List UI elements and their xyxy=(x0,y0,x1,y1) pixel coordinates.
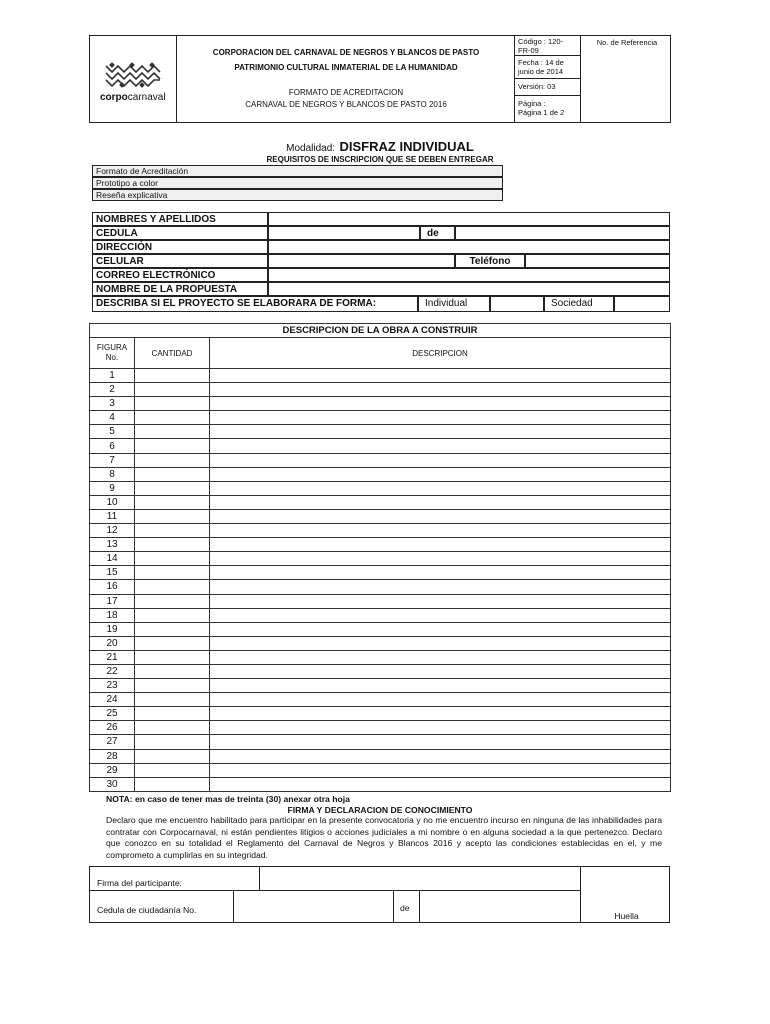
cedula-sig-field[interactable] xyxy=(234,891,394,922)
row-number: 7 xyxy=(90,453,135,467)
huella-label: Huella xyxy=(614,911,639,921)
cantidad-cell[interactable] xyxy=(135,721,210,735)
table-row xyxy=(90,763,671,777)
fecha-line-1: Fecha : 14 de xyxy=(518,58,564,67)
row-propuesta xyxy=(92,282,670,296)
row-number: 22 xyxy=(90,664,135,678)
descripcion-cell[interactable] xyxy=(210,369,671,383)
ref-label: No. de Referencia xyxy=(596,38,658,47)
fecha-cell xyxy=(515,56,581,79)
descripcion-cell[interactable] xyxy=(210,749,671,763)
table-row xyxy=(90,453,671,467)
table-row xyxy=(90,679,671,693)
descripcion-cell[interactable] xyxy=(210,664,671,678)
descripcion-cell[interactable] xyxy=(210,608,671,622)
descripcion-cell[interactable] xyxy=(210,707,671,721)
codigo-cell xyxy=(515,36,581,56)
table-title-row xyxy=(90,324,671,338)
cedula-sig-label: Cedula de ciudadanía No. xyxy=(90,891,234,922)
cedula-de-label: de xyxy=(420,226,455,240)
cantidad-cell[interactable] xyxy=(135,664,210,678)
descripcion-cell[interactable] xyxy=(210,538,671,552)
cantidad-cell[interactable] xyxy=(135,509,210,523)
row-number: 29 xyxy=(90,763,135,777)
descripcion-cell[interactable] xyxy=(210,693,671,707)
cantidad-cell[interactable] xyxy=(135,467,210,481)
descripcion-cell[interactable] xyxy=(210,383,671,397)
row-number: 12 xyxy=(90,524,135,538)
propuesta-field[interactable] xyxy=(268,282,670,296)
cantidad-cell[interactable] xyxy=(135,608,210,622)
org-line-2: PATRIMONIO CULTURAL INMATERIAL DE LA HUMANIDAD xyxy=(234,63,458,72)
header-title-block xyxy=(176,36,514,122)
nota-text: NOTA: en caso de tener mas de treinta (30) anexar otra hoja xyxy=(106,794,350,804)
table-row xyxy=(90,439,671,453)
row-number: 15 xyxy=(90,566,135,580)
direccion-field[interactable] xyxy=(268,240,670,254)
sociedad-checkbox[interactable] xyxy=(614,296,670,312)
header-meta xyxy=(514,36,580,122)
propuesta-label: NOMBRE DE LA PROPUESTA xyxy=(92,282,268,296)
logo-text xyxy=(100,92,176,103)
cantidad-cell[interactable] xyxy=(135,524,210,538)
table-row xyxy=(90,580,671,594)
cantidad-cell[interactable] xyxy=(135,453,210,467)
descripcion-cell[interactable] xyxy=(210,580,671,594)
individual-label: Individual xyxy=(418,296,490,312)
row-number: 17 xyxy=(90,594,135,608)
descripcion-cell[interactable] xyxy=(210,735,671,749)
descripcion-cell[interactable] xyxy=(210,566,671,580)
pagina-cell xyxy=(515,96,581,122)
org-line-1: CORPORACION DEL CARNAVAL DE NEGROS Y BLANCOS DE PASTO xyxy=(212,48,480,57)
descripcion-cell[interactable] xyxy=(210,425,671,439)
descripcion-cell[interactable] xyxy=(210,777,671,791)
requirement-item: Formato de Acreditación xyxy=(92,165,503,177)
cantidad-cell[interactable] xyxy=(135,777,210,791)
descripcion-cell[interactable] xyxy=(210,552,671,566)
row-number: 8 xyxy=(90,467,135,481)
table-row xyxy=(90,608,671,622)
row-nombres xyxy=(92,212,670,226)
table-row xyxy=(90,707,671,721)
cantidad-cell[interactable] xyxy=(135,481,210,495)
sociedad-label: Sociedad xyxy=(544,296,614,312)
signature-box xyxy=(89,866,670,923)
forma-label: DESCRIBA SI EL PROYECTO SE ELABORARA DE FORMA: xyxy=(92,296,418,312)
telefono-field[interactable] xyxy=(525,254,670,268)
cantidad-cell[interactable] xyxy=(135,763,210,777)
cedula-lugar-field[interactable] xyxy=(455,226,670,240)
cantidad-cell[interactable] xyxy=(135,383,210,397)
table-row xyxy=(90,636,671,650)
celular-label: CELULAR xyxy=(92,254,268,268)
row-number: 27 xyxy=(90,735,135,749)
table-row xyxy=(90,524,671,538)
correo-field[interactable] xyxy=(268,268,670,282)
row-number: 30 xyxy=(90,777,135,791)
corpocarnaval-logo-icon xyxy=(90,36,176,122)
description-table xyxy=(89,323,671,792)
requirement-item: Prototipo a color xyxy=(92,177,503,189)
firma-label: Firma del participante: xyxy=(90,867,260,891)
table-row xyxy=(90,735,671,749)
descripcion-cell[interactable] xyxy=(210,397,671,411)
table-row xyxy=(90,383,671,397)
nombres-label: NOMBRES Y APELLIDOS xyxy=(92,212,268,226)
row-number: 23 xyxy=(90,679,135,693)
row-number: 3 xyxy=(90,397,135,411)
pagina-line-2: Página 1 de 2 xyxy=(518,108,565,117)
table-row xyxy=(90,425,671,439)
cantidad-cell[interactable] xyxy=(135,749,210,763)
row-number: 6 xyxy=(90,439,135,453)
table-row xyxy=(90,369,671,383)
row-number: 2 xyxy=(90,383,135,397)
cantidad-cell[interactable] xyxy=(135,679,210,693)
table-header-row xyxy=(90,338,671,369)
cantidad-cell[interactable] xyxy=(135,622,210,636)
huella-box[interactable] xyxy=(580,867,671,922)
table-row xyxy=(90,538,671,552)
row-number: 19 xyxy=(90,622,135,636)
cantidad-cell[interactable] xyxy=(135,594,210,608)
cantidad-cell[interactable] xyxy=(135,650,210,664)
table-title: DESCRIPCION DE LA OBRA A CONSTRUIR xyxy=(90,324,671,338)
row-number: 13 xyxy=(90,538,135,552)
row-correo xyxy=(92,268,670,282)
firma-title: FIRMA Y DECLARACION DE CONOCIMIENTO xyxy=(287,805,473,815)
descripcion-cell[interactable] xyxy=(210,622,671,636)
row-direccion xyxy=(92,240,670,254)
table-row xyxy=(90,397,671,411)
cantidad-cell[interactable] xyxy=(135,425,210,439)
cedula-sig-lugar-field[interactable] xyxy=(420,891,580,922)
row-number: 1 xyxy=(90,369,135,383)
row-number: 25 xyxy=(90,707,135,721)
version-cell xyxy=(515,79,581,96)
requirements-title: REQUISITOS DE INSCRIPCION QUE SE DEBEN ENTREGAR xyxy=(266,155,494,164)
cantidad-cell[interactable] xyxy=(135,636,210,650)
table-row xyxy=(90,622,671,636)
descripcion-cell[interactable] xyxy=(210,509,671,523)
row-number: 26 xyxy=(90,721,135,735)
row-cedula xyxy=(92,226,670,240)
table-row xyxy=(90,411,671,425)
cantidad-cell[interactable] xyxy=(135,693,210,707)
table-row xyxy=(90,509,671,523)
correo-label: CORREO ELECTRÓNICO xyxy=(92,268,268,282)
table-row xyxy=(90,552,671,566)
descripcion-cell[interactable] xyxy=(210,679,671,693)
descripcion-cell[interactable] xyxy=(210,524,671,538)
cantidad-cell[interactable] xyxy=(135,707,210,721)
requirement-item: Reseña explicativa xyxy=(92,189,503,201)
row-number: 21 xyxy=(90,650,135,664)
cantidad-cell[interactable] xyxy=(135,369,210,383)
descripcion-cell[interactable] xyxy=(210,721,671,735)
table-row xyxy=(90,777,671,791)
table-row xyxy=(90,495,671,509)
reference-cell[interactable] xyxy=(580,36,672,122)
table-row xyxy=(90,594,671,608)
table-row xyxy=(90,693,671,707)
cantidad-cell[interactable] xyxy=(135,566,210,580)
cantidad-cell[interactable] xyxy=(135,397,210,411)
nombres-field[interactable] xyxy=(268,212,670,226)
celular-field[interactable] xyxy=(268,254,455,268)
table-row xyxy=(90,650,671,664)
cantidad-cell[interactable] xyxy=(135,411,210,425)
col-figura-1: FIGURA xyxy=(96,343,128,352)
cedula-sig-de: de xyxy=(394,891,420,922)
descripcion-cell[interactable] xyxy=(210,763,671,777)
header-box xyxy=(89,35,671,123)
firma-field[interactable] xyxy=(260,867,580,891)
table-row xyxy=(90,467,671,481)
direccion-label: DIRECCIÓN xyxy=(92,240,268,254)
cantidad-cell[interactable] xyxy=(135,495,210,509)
form-title: FORMATO DE ACREDITACION xyxy=(288,88,404,97)
col-descripcion: DESCRIPCION xyxy=(210,338,671,369)
descripcion-cell[interactable] xyxy=(210,495,671,509)
row-number: 16 xyxy=(90,580,135,594)
row-celular xyxy=(92,254,670,268)
codigo-value: FR-09 xyxy=(518,46,539,55)
row-forma xyxy=(92,296,670,312)
pagina-line-1: Página : xyxy=(518,99,546,108)
table-row xyxy=(90,481,671,495)
cantidad-cell[interactable] xyxy=(135,580,210,594)
col-figura-2: No. xyxy=(105,353,119,362)
logo-text-a: corpo xyxy=(100,92,128,103)
version-text: Versión: 03 xyxy=(518,82,556,91)
logo-text-b: carnaval xyxy=(127,92,166,103)
col-cantidad: CANTIDAD xyxy=(135,338,210,369)
cantidad-cell[interactable] xyxy=(135,735,210,749)
descripcion-cell[interactable] xyxy=(210,650,671,664)
cedula-field[interactable] xyxy=(268,226,420,240)
descripcion-cell[interactable] xyxy=(210,636,671,650)
descripcion-cell[interactable] xyxy=(210,467,671,481)
telefono-label: Teléfono xyxy=(455,254,525,268)
row-number: 28 xyxy=(90,749,135,763)
modalidad-label: Modalidad: xyxy=(286,143,336,154)
row-number: 14 xyxy=(90,552,135,566)
individual-checkbox[interactable] xyxy=(490,296,544,312)
descripcion-cell[interactable] xyxy=(210,411,671,425)
table-row xyxy=(90,721,671,735)
cantidad-cell[interactable] xyxy=(135,439,210,453)
row-number: 9 xyxy=(90,481,135,495)
descripcion-cell[interactable] xyxy=(210,481,671,495)
row-number: 18 xyxy=(90,608,135,622)
modalidad-line xyxy=(89,138,671,154)
modalidad-value: DISFRAZ INDIVIDUAL xyxy=(339,139,474,154)
logo xyxy=(90,36,176,122)
col-figura xyxy=(90,338,135,369)
form-subtitle: CARNAVAL DE NEGROS Y BLANCOS DE PASTO 2016 xyxy=(245,100,447,109)
fecha-line-2: junio de 2014 xyxy=(518,67,564,76)
descripcion-cell[interactable] xyxy=(210,439,671,453)
cedula-label: CEDULA xyxy=(92,226,268,240)
table-row xyxy=(90,566,671,580)
cantidad-cell[interactable] xyxy=(135,552,210,566)
descripcion-cell[interactable] xyxy=(210,594,671,608)
row-number: 11 xyxy=(90,509,135,523)
row-number: 4 xyxy=(90,411,135,425)
codigo-label: Código : 120- xyxy=(518,37,564,46)
cantidad-cell[interactable] xyxy=(135,538,210,552)
table-row xyxy=(90,664,671,678)
descripcion-cell[interactable] xyxy=(210,453,671,467)
row-number: 20 xyxy=(90,636,135,650)
row-number: 5 xyxy=(90,425,135,439)
declaration-text: Declaro que me encuentro habilitado para participar en la presente convocatoria y no me encuentro incurso en ninguna de las inhabilidades para contratar con Corpocarnaval, ni están pendientes litigios o acciones judiciales a mi nombre o en alguna sociedad a la que pertenezco. Declaro que conozco en su totalidad el Reglamento del Carnaval de Negros y Blancos 2016 y acepto las condiciones establecidas en el, y me comprometo a cumplirlas en su integridad. xyxy=(106,815,662,860)
row-number: 24 xyxy=(90,693,135,707)
row-number: 10 xyxy=(90,495,135,509)
table-row xyxy=(90,749,671,763)
